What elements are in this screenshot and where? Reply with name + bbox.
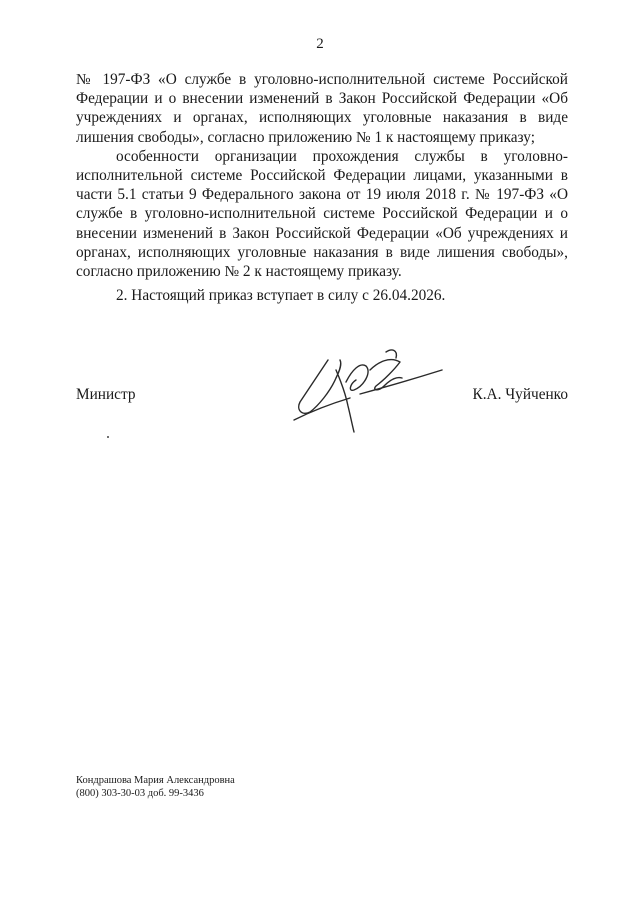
paragraph-appendix-1: № 197-ФЗ «О службе в уголовно-исполнительной системе Российской Федерации и о внесении изменений в Закон Российской Федерации «Об учреждениях и органах, исполняющих уголовные наказания в виде лишения свободы», согласно приложению № 1 к настоящему приказу; xyxy=(76,71,568,146)
paragraph-appendix-2: особенности организации прохождения службы в уголовно-исполнительной системе Российской Федерации лицами, указанными в части 5.1 статьи 9 Федерального закона от 19 июля 2018 г. № 197-ФЗ «О службе в уголовно-исполнительной системе Российской Федерации и о внесении изменений в Закон Российской Федерации «Об учреждениях и органах, исполняющих уголовные наказания в виде лишения свободы», согласно приложению № 2 к настоящему приказу. xyxy=(76,147,568,281)
paragraph-effective-date: 2. Настоящий приказ вступает в силу с 26.04.2026. xyxy=(116,287,446,305)
document-body xyxy=(76,70,568,305)
signer-position: Министр xyxy=(76,386,136,403)
signer-name: К.А. Чуйченко xyxy=(472,386,568,403)
executor-name: Кондрашова Мария Александровна xyxy=(76,775,235,786)
page-number: 2 xyxy=(316,36,324,52)
scan-speck xyxy=(107,436,109,438)
executor-phone: (800) 303-30-03 доб. 99-3436 xyxy=(76,788,204,799)
executor-block xyxy=(76,774,235,800)
signature-block xyxy=(76,386,568,406)
